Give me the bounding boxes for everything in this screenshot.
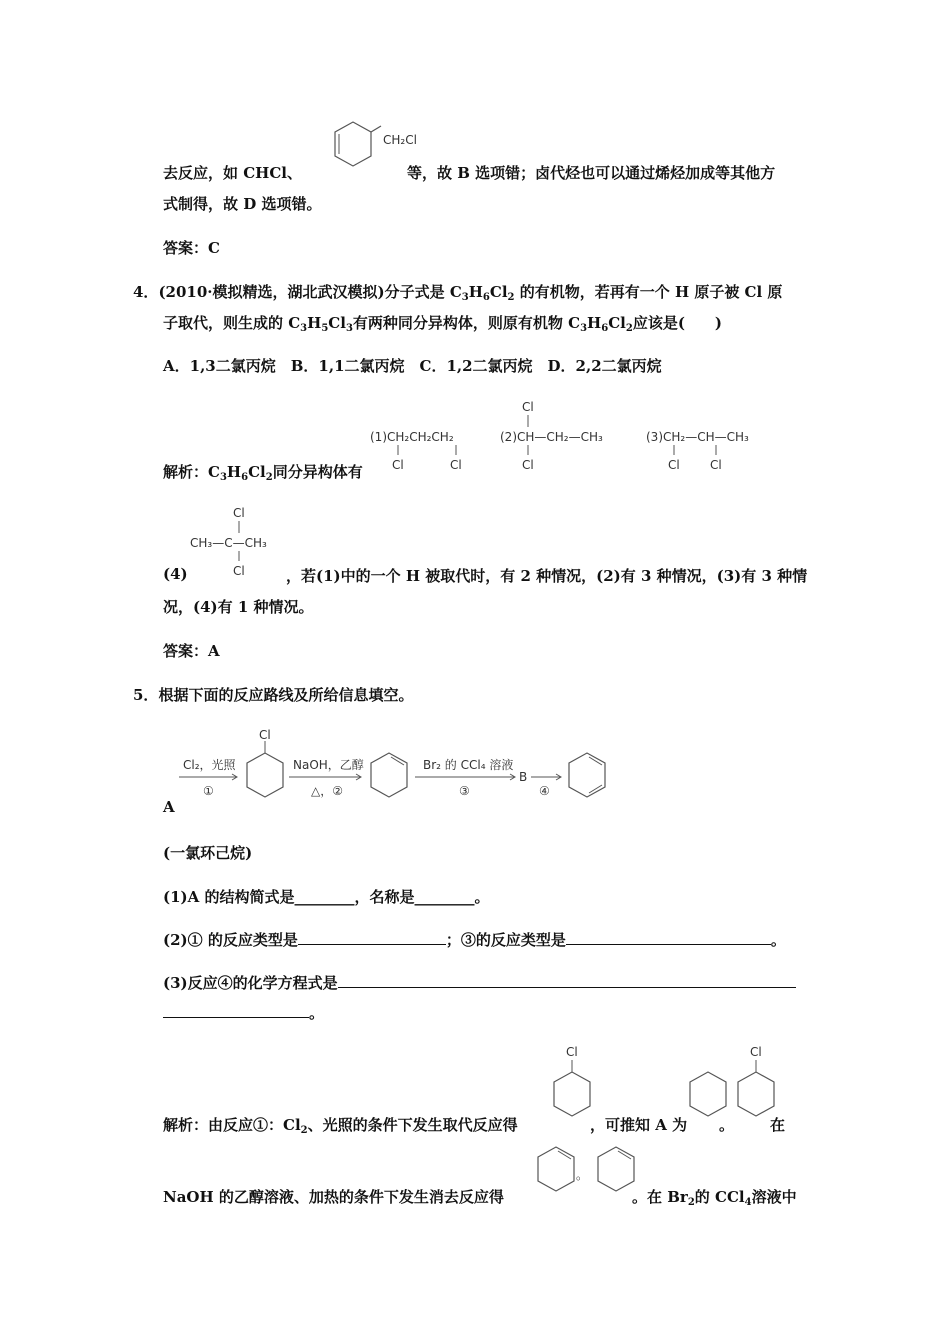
q5-analysis-line1-b: ，可推知 A 为 — [590, 1116, 688, 1134]
q4-answer: 答案：A — [163, 642, 220, 660]
q4-analysis: 解析：$C_3H_6Cl_2$同分异构体有 — [163, 463, 363, 483]
q5-analysis-line2: NaOH 的乙醇溶液、加热的条件下发生消去反应得 — [163, 1188, 504, 1206]
isomer-3-structure — [646, 425, 786, 475]
q4-cont-line2: 况，(4)有 1 种情况。 — [163, 598, 314, 616]
iso3-main: (3)CH₂—CH—CH₃ — [646, 430, 749, 444]
arrow2-step: △，② — [311, 784, 343, 798]
analysis-ring3-cl: Cl — [750, 1045, 762, 1059]
q5-part3: (3)反应④的化学方程式是 — [163, 972, 796, 993]
iso4-cl-top: Cl — [233, 506, 245, 520]
arrow3-step: ③ — [459, 784, 470, 798]
q5-analysis-line1-c: 。 — [719, 1116, 735, 1134]
q4-options: A．1,3二氯丙烷 B．1,1二氯丙烷 C．1,2二氯丙烷 D．2,2二氯丙烷 — [163, 357, 662, 375]
iso1-cl-b: Cl — [450, 458, 462, 472]
isomer-4-structure — [190, 503, 300, 583]
iso1-cl-a: Cl — [392, 458, 404, 472]
answer-blank-4[interactable] — [163, 1003, 309, 1018]
q5-part3-cont: 。 — [163, 1002, 324, 1023]
compound-b: B — [519, 770, 528, 784]
answer-blank-3[interactable] — [338, 973, 796, 988]
q5-part2: (2)① 的反应类型是 ；③的反应类型是 。 — [163, 931, 786, 949]
compound-a-name: (一氯环己烷) — [163, 844, 253, 862]
iso2-cl-top: Cl — [522, 400, 534, 414]
q4-stem-line1: 4．(2010·模拟精选，湖北武汉模拟)分子式是 $C_3H_6Cl_2$ 的有机物，若再有一个 H 原子被 Cl 原 — [133, 283, 783, 303]
iso1-main: (1)CH₂CH₂CH₂ — [370, 430, 454, 444]
isomer-2-structure — [500, 397, 640, 477]
q3-answer: 答案：C — [163, 239, 220, 257]
q5-analysis-line1: 解析：由反应①：$Cl_2$、光照的条件下发生取代反应得 — [163, 1116, 518, 1136]
q4-stem-line2: 子取代，则生成的 $C_3H_5Cl_3$有两种同分异构体，则原有机物 $C_3H_6Cl_2$应该是( ) — [163, 314, 723, 334]
arrow1-condition: Cl₂，光照 — [183, 758, 236, 772]
arrow3-condition: Br₂ 的 CCl₄ 溶液 — [423, 758, 514, 772]
q4-cont-line1: ，若(1)中的一个 H 被取代时，有 2 种情况，(2)有 3 种情况，(3)有 3 种情 — [286, 567, 808, 585]
ring-cl: Cl — [259, 728, 271, 742]
arrow4-step: ④ — [539, 784, 550, 798]
iso3-cl-a: Cl — [668, 458, 680, 472]
q5-stem: 5．根据下面的反应路线及所给信息填空。 — [133, 686, 414, 704]
arrow2-condition: NaOH，乙醇 — [293, 758, 364, 772]
q5-analysis-line1-d: 在 — [770, 1116, 786, 1134]
iso4-cl-bottom: Cl — [233, 564, 245, 578]
iso4-main: CH₃—C—CH₃ — [190, 536, 267, 550]
q4-iso4-number: (4) — [163, 565, 188, 583]
q3-line1: 去反应，如 CHCl、 — [163, 164, 302, 182]
iso2-cl-bottom: Cl — [522, 458, 534, 472]
q5-analysis-line2-dot: 。 — [576, 1168, 589, 1182]
iso2-main: (2)CH—CH₂—CH₃ — [500, 430, 603, 444]
arrow1-step: ① — [203, 784, 214, 798]
ch2cl-label: CH₂Cl — [383, 133, 417, 147]
q3-line1-tail: 等，故 B 选项错；卤代烃也可以通过烯烃加成等其他方 — [407, 164, 776, 182]
answer-blank-2[interactable] — [566, 930, 771, 945]
analysis-ring1-cl: Cl — [566, 1045, 578, 1059]
answer-blank-1[interactable] — [298, 930, 446, 945]
iso3-cl-b: Cl — [710, 458, 722, 472]
q3-line2: 式制得，故 D 选项错。 — [163, 195, 322, 213]
isomer-1-structure — [370, 425, 490, 475]
q5-part1: (1)A 的结构简式是________，名称是________。 — [163, 888, 490, 906]
compound-a-label: A — [163, 798, 175, 816]
benzyl-chloride-structure — [315, 120, 415, 190]
q5-analysis-line2-tail: 。在 $Br_2$的 CCl$_4$溶液中 — [632, 1188, 797, 1208]
analysis-ring-chloro-1 — [540, 1042, 590, 1132]
reaction-scheme — [175, 725, 615, 825]
